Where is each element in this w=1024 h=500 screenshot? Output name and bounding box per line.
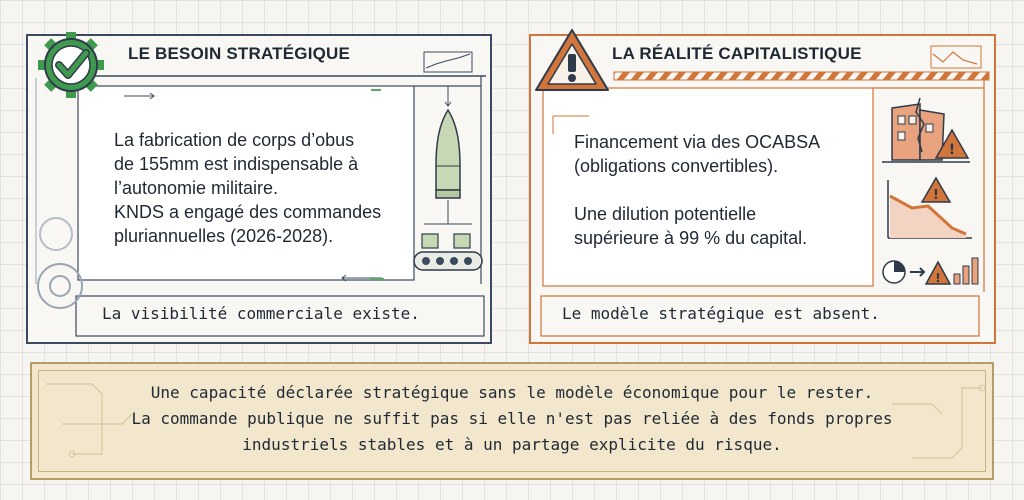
left-body-line: de 155mm est indispensable à (114, 154, 359, 174)
right-panel-title: LA RÉALITÉ CAPITALISTIQUE (612, 44, 862, 63)
left-body-line: La fabrication de corps d’obus (114, 130, 355, 150)
right-body-line: Financement via des OCABSA (574, 132, 821, 152)
left-panel-footer: La visibilité commerciale existe. (102, 304, 420, 323)
left-body-line: pluriannuelles (2026-2028). (114, 226, 334, 246)
declining-chart-icon (882, 176, 976, 246)
right-body-line: Une dilution potentielle (574, 204, 757, 224)
conclusion-text (32, 380, 992, 458)
cracked-building-icon (880, 96, 976, 176)
pie-to-bars-icon (880, 252, 980, 292)
right-panel-body (574, 130, 864, 250)
svg-text:!: ! (933, 188, 939, 203)
left-panel-title: LE BESOIN STRATÉGIQUE (128, 44, 351, 63)
right-body-line: supérieure à 99 % du capital. (574, 228, 808, 248)
svg-text:!: ! (935, 271, 941, 285)
warning-triangle-icon (532, 26, 612, 96)
conclusion-line: La commande publique ne suffit pas si elle n'est pas reliée à des fonds propres (131, 409, 893, 428)
conclusion-line: industriels stables et à un partage explicite du risque. (242, 435, 782, 454)
left-panel-body (114, 128, 404, 248)
left-body-line: KNDS a engagé des commandes (114, 202, 382, 222)
conclusion-box (30, 362, 994, 480)
right-body-line: (obligations convertibles). (574, 156, 779, 176)
conveyor-belt-icon (410, 226, 486, 286)
conclusion-line: Une capacité déclarée stratégique sans le modèle économique pour le rester. (150, 383, 874, 402)
check-gear-icon (36, 30, 106, 100)
right-panel-footer: Le modèle stratégique est absent. (562, 304, 880, 323)
left-body-line: l’autonomie militaire. (114, 178, 279, 198)
svg-text:!: ! (948, 142, 956, 158)
